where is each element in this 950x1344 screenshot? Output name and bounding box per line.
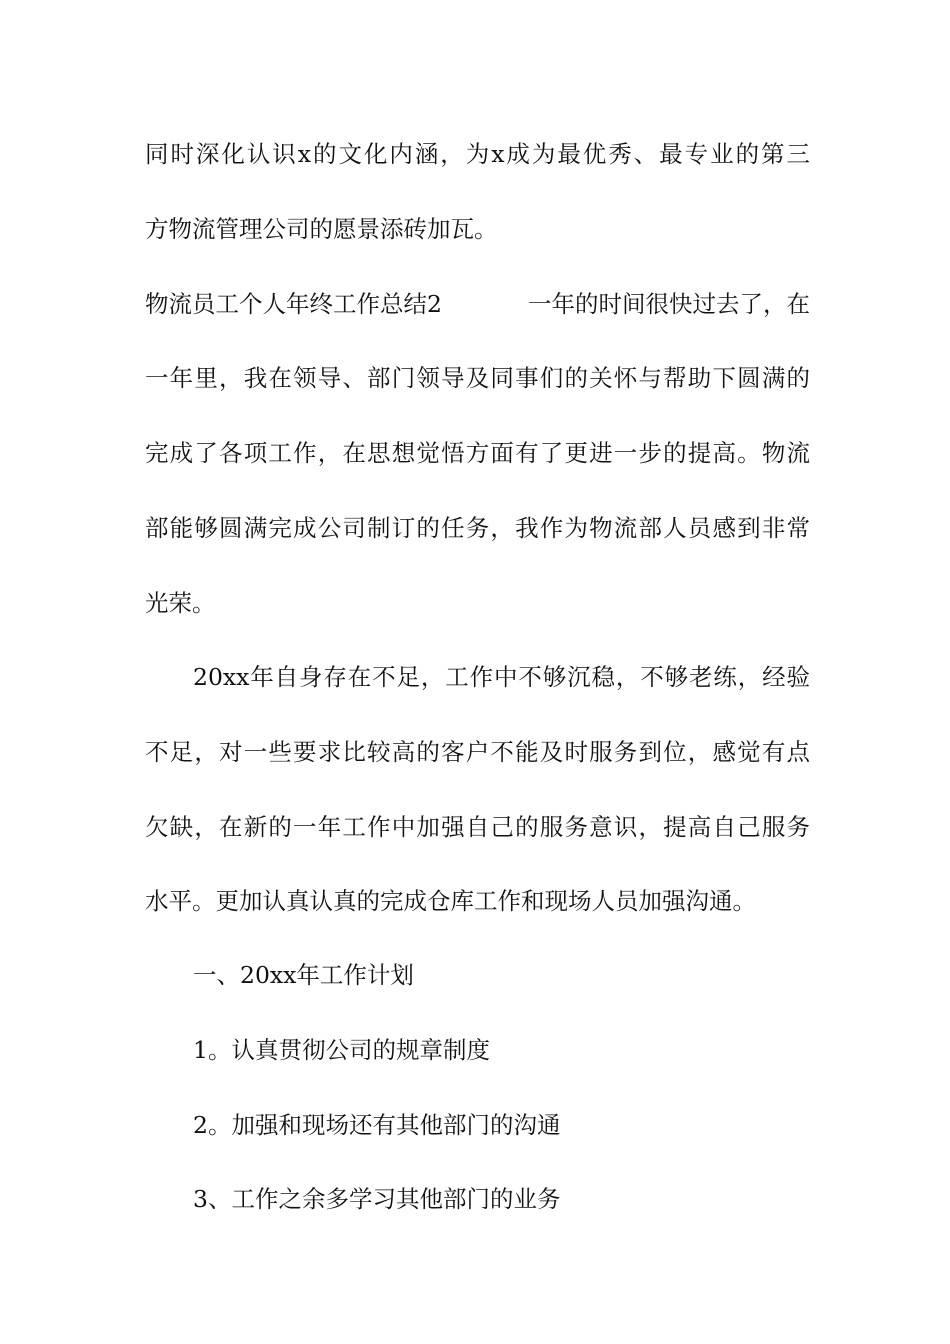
paragraph-line-9: 不足，对一些要求比较高的客户不能及时服务到位，感觉有点 <box>145 738 810 766</box>
paragraph-line-5: 完成了各项工作，在思想觉悟方面有了更进一步的提高。物流 <box>145 439 810 467</box>
plan-item-3: 3、工作之余多学习其他部门的业务 <box>193 1185 561 1213</box>
paragraph-line-11: 水平。更加认真认真的完成仓库工作和现场人员加强沟通。 <box>145 887 756 915</box>
paragraph-line-10: 欠缺，在新的一年工作中加强自己的服务意识，提高自己服务 <box>145 813 810 841</box>
plan-item-2: 2。加强和现场还有其他部门的沟通 <box>193 1111 561 1139</box>
paragraph-line-3-start: 一年的时间很快过去了，在 <box>528 290 810 318</box>
paragraph-line-1: 同时深化认识x的文化内涵，为x成为最优秀、最专业的第三 <box>145 140 810 168</box>
paragraph-line-2: 方物流管理公司的愿景添砖加瓦。 <box>145 215 498 243</box>
plan-heading: 一、20xx年工作计划 <box>193 961 414 989</box>
paragraph-line-4: 一年里，我在领导、部门领导及同事们的关怀与帮助下圆满的 <box>145 364 810 392</box>
paragraph-line-8: 20xx年自身存在不足，工作中不够沉稳，不够老练，经验 <box>193 663 810 691</box>
paragraph-line-6: 部能够圆满完成公司制订的任务，我作为物流部人员感到非常 <box>145 514 810 542</box>
paragraph-line-7: 光荣。 <box>145 589 216 617</box>
plan-item-1: 1。认真贯彻公司的规章制度 <box>193 1036 490 1064</box>
section-heading: 物流员工个人年终工作总结2 <box>145 290 442 318</box>
section-heading-line <box>145 284 810 324</box>
